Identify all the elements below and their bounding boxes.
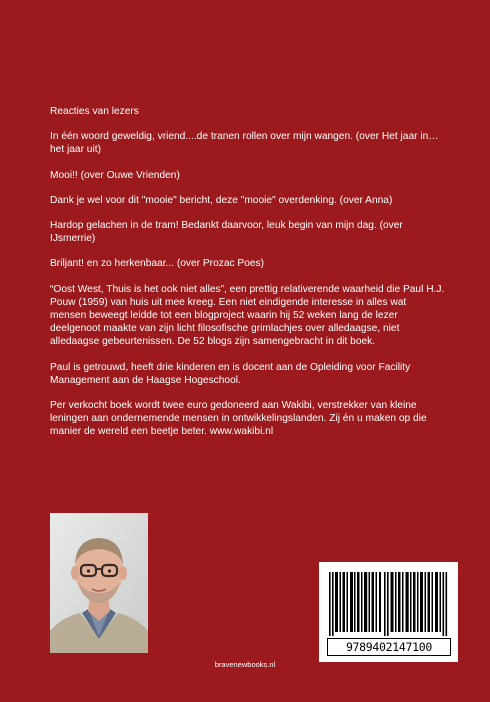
review-3: Dank je wel voor dit "mooie" bericht, deze "mooie" overdenking. (over Anna)	[50, 194, 393, 206]
book-description: “Oost West, Thuis is het ook niet alles”, een prettig relativerende waarheid die Paul H.J. Pouw (1959) van huis uit mee kreeg. Een niet eindigende interesse in alles wat mensen beweegt leidde tot een blogproject waarin hij 52 weken lang de lezer deelgenoot maakte van zijn licht filosofische grimlachjes over alledaagse, niet alledaagse gebeurtenissen. De 52 blogs zijn samengebracht in dit boek.	[50, 283, 445, 348]
reviews-heading: Reacties van lezers	[50, 106, 139, 117]
review-5: Briljant! en zo herkenbaar... (over Prozac Poes)	[50, 258, 265, 270]
author-portrait-image	[50, 513, 148, 653]
author-photo	[50, 513, 148, 653]
barcode	[319, 562, 458, 662]
review-1: In één woord geweldig, vriend....de tranen rollen over mijn wangen. (over Het jaar in…het jaar uit)	[50, 131, 439, 156]
barcode-bars	[329, 572, 448, 636]
review-2: Mooi!! (over Ouwe Vrienden)	[50, 169, 180, 181]
charity-note: Per verkocht boek wordt twee euro gedoneerd aan Wakibi, verstrekker van kleine leningen aan ondernemende mensen in ontwikkelingslanden. Zij én u maken op die manier de wereld een beetje beter. www.wakibi.nl	[50, 400, 427, 438]
publisher-name: bravenewbooks.nl	[214, 660, 276, 669]
back-cover-text	[50, 105, 445, 451]
review-4: Hardop gelachen in de tram! Bedankt daarvoor, leuk begin van mijn dag. (over IJsmerrie)	[50, 220, 403, 245]
author-bio: Paul is getrouwd, heeft drie kinderen en is docent aan de Opleiding voor Facility Management aan de Haagse Hogeschool.	[50, 361, 411, 386]
isbn-number: 9789402147100	[327, 638, 451, 656]
